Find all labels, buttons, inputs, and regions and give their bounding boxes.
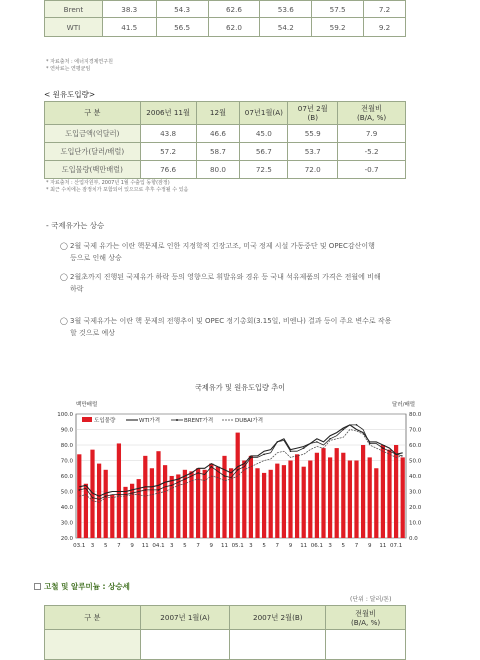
table-cell: 59.2	[312, 18, 364, 37]
bar	[249, 456, 253, 538]
table-cell: -5.2	[338, 143, 406, 161]
table-cell: 54.3	[156, 1, 208, 18]
series-point	[92, 497, 94, 499]
bar	[269, 470, 273, 538]
x-tick-label: 9	[209, 543, 214, 549]
bar	[84, 484, 88, 538]
y-tick-label: 30.0	[60, 520, 73, 527]
series-point	[118, 494, 120, 496]
y-tick-label: 40.0	[60, 505, 73, 511]
series-point	[382, 447, 384, 449]
series-point	[329, 438, 331, 440]
right-axis-unit: 달러/배럴	[392, 402, 416, 408]
oil-import-table	[44, 101, 406, 179]
column-header: 12월	[196, 102, 240, 125]
bar	[275, 464, 279, 538]
bar	[368, 457, 372, 538]
column-header: 2007년 2월(B)	[230, 606, 326, 630]
outlook-item-line: ◯ 2월초까지 진행된 국제유가 하락 등의 영향으로 휘발유와 경유 등 국내 석유제품의 가격은 전월에 비해	[60, 273, 381, 281]
x-tick-label: 5	[103, 543, 108, 549]
table-header-row	[45, 102, 406, 125]
table-cell: 도입물량(백만배럴)	[45, 161, 141, 179]
table-cell: 7.2	[364, 1, 406, 18]
series-point	[79, 489, 81, 491]
column-header: 07년1월(A)	[240, 102, 288, 125]
note-line: * 자료출처 : 산업자원부, 2007년 1월 수출입 동향(잠정)	[46, 180, 170, 186]
series-point	[211, 466, 213, 468]
outlook-heading: - 국제유가는 상승	[46, 221, 105, 230]
column-header: 전월비 (B/A, %)	[326, 606, 406, 630]
note-line: * 연차료는 연평균임	[46, 66, 91, 72]
bar	[196, 468, 200, 538]
steel-unit: (단위 : 달러/톤)	[350, 596, 392, 603]
legend-swatch	[82, 417, 92, 422]
y2-tick-label: 80.0	[409, 412, 422, 418]
table-row	[45, 161, 406, 179]
x-tick-label: 5	[341, 543, 346, 549]
table-row	[45, 143, 406, 161]
series-point	[237, 469, 239, 471]
y2-tick-label: 10.0	[409, 520, 422, 527]
y-tick-label: 80.0	[60, 443, 73, 449]
outlook-item-line: 등으로 인해 상승	[70, 254, 122, 262]
bar	[209, 464, 213, 538]
table1-notes	[46, 59, 113, 73]
x-tick-label: 9	[288, 543, 293, 549]
x-tick-label: 03.1	[73, 543, 86, 549]
series-point	[158, 489, 160, 491]
table-cell: 41.5	[102, 18, 156, 37]
x-tick-label: 7	[117, 543, 121, 549]
bar	[150, 468, 154, 538]
y-tick-label: 20.0	[60, 536, 73, 542]
bar	[361, 445, 365, 538]
table-cell: 57.2	[140, 143, 196, 161]
bar	[163, 465, 167, 538]
y2-tick-label: 0.0	[409, 536, 418, 542]
bar	[282, 465, 286, 538]
x-tick-label: 9	[367, 543, 372, 549]
column-header: 2007년 1월(A)	[140, 606, 230, 630]
series-point	[277, 441, 279, 443]
table-cell: 도입금액(억달러)	[45, 125, 141, 143]
bar	[381, 445, 385, 538]
x-tick-label: 11	[141, 543, 149, 549]
series-point	[290, 450, 292, 452]
legend-label: BRENT가격	[184, 418, 214, 424]
bar	[348, 461, 352, 539]
series-point	[263, 454, 265, 456]
bar	[117, 443, 121, 538]
bar	[335, 448, 339, 538]
table-row	[45, 1, 406, 18]
bar	[156, 451, 160, 538]
bar	[308, 461, 312, 539]
series-point	[131, 492, 133, 494]
table-row	[45, 18, 406, 37]
table-row	[45, 630, 406, 660]
table-header-row	[45, 606, 406, 630]
y2-tick-label: 30.0	[409, 489, 422, 496]
series-point	[356, 424, 358, 426]
table-cell: 80.0	[196, 161, 240, 179]
table-cell: 53.6	[260, 1, 312, 18]
x-tick-label: 5	[183, 543, 187, 549]
oil-import-notes	[46, 180, 188, 194]
table-cell: 55.9	[288, 125, 338, 143]
x-tick-label: 11	[379, 543, 387, 549]
x-tick-label: 7	[354, 543, 359, 549]
x-tick-label: 11	[300, 543, 308, 549]
y-tick-label: 50.0	[60, 489, 73, 496]
x-tick-label: 7	[196, 543, 200, 549]
y-tick-label: 90.0	[60, 427, 73, 434]
outlook-item	[48, 271, 438, 295]
table-cell: 62.0	[208, 18, 260, 37]
bar	[374, 468, 378, 538]
bar	[97, 464, 101, 538]
bar	[104, 470, 108, 538]
bar	[130, 484, 134, 538]
table-cell	[326, 630, 406, 660]
bar	[315, 453, 319, 538]
bar	[302, 467, 306, 538]
note-line: * 최근 수치에는 잠정치가 포함되어 있으므로 추후 수정될 수 있음	[46, 187, 189, 193]
oil-import-heading: < 원유도입량>	[44, 90, 96, 99]
legend-label: DUBAI가격	[235, 418, 264, 424]
series-point	[343, 429, 345, 431]
table-cell: 43.8	[140, 125, 196, 143]
x-tick-label: 11	[221, 543, 228, 549]
bar	[295, 454, 299, 538]
table-cell: 56.7	[240, 143, 288, 161]
x-tick-label: 07.1	[389, 543, 403, 549]
outlook-item	[48, 315, 438, 339]
y2-tick-label: 40.0	[409, 474, 422, 480]
outlook-item-line: 하락	[70, 285, 84, 293]
series-point	[184, 478, 186, 480]
price-table	[44, 0, 406, 37]
table-cell: 76.6	[140, 161, 196, 179]
table-cell: WTI	[45, 18, 103, 37]
bar	[321, 448, 325, 538]
outlook-item-line: ◯ 2월 국제 유가는 이란 핵문제로 인한 지정학적 긴장고조, 미국 정제 시설 가동중단 및 OPEC감산이행	[60, 242, 375, 250]
bar	[242, 461, 246, 539]
table-row	[45, 125, 406, 143]
legend-label: WTI가격	[139, 418, 161, 424]
bar	[255, 468, 259, 538]
table-cell: 72.0	[288, 161, 338, 179]
table-cell: 도입단가(달러/배럴)	[45, 143, 141, 161]
y-tick-label: 60.0	[60, 474, 73, 480]
bar	[394, 445, 398, 538]
table-cell: 53.7	[288, 143, 338, 161]
y2-tick-label: 60.0	[409, 443, 422, 449]
table-cell: 56.5	[156, 18, 208, 37]
series-point	[224, 475, 226, 477]
x-tick-label: 3	[90, 543, 95, 549]
table-cell: 57.5	[312, 1, 364, 18]
table-cell: -0.7	[338, 161, 406, 179]
series-point	[145, 489, 147, 491]
chart-title: 국제유가 및 원유도입량 추이	[194, 383, 286, 392]
oil-price-import-chart	[40, 394, 450, 554]
x-tick-label: 9	[130, 543, 134, 549]
bar	[222, 456, 226, 538]
y2-tick-label: 50.0	[409, 458, 422, 465]
table-cell: 45.0	[240, 125, 288, 143]
column-header: 07년 2월 (B)	[288, 102, 338, 125]
legend-swatch	[176, 419, 178, 421]
bar	[236, 433, 240, 538]
x-tick-label: 3	[328, 543, 332, 549]
bar	[288, 461, 292, 539]
bar	[341, 453, 345, 538]
bar	[328, 457, 332, 538]
series-point	[105, 495, 107, 497]
left-axis-unit: 백만배럴	[76, 402, 98, 408]
bar	[143, 456, 147, 538]
table-cell: 38.3	[102, 1, 156, 18]
y2-tick-label: 70.0	[409, 427, 422, 434]
x-tick-label: 3	[169, 543, 174, 549]
column-header: 구 분	[45, 102, 141, 125]
table-cell	[230, 630, 326, 660]
outlook-item-line: ◯ 3월 국제유가는 이란 핵 문제의 전행추이 및 OPEC 정기총회(3.15일, 비엔나) 결과 등이 주요 변수로 작용	[60, 317, 392, 325]
bar	[354, 461, 358, 539]
series-point	[316, 441, 318, 443]
note-line: * 자료출처 : 에너지경제연구원	[46, 59, 113, 65]
bar	[401, 457, 405, 538]
y-tick-label: 70.0	[60, 458, 73, 465]
outlook-item-line: 할 것으로 예상	[70, 329, 116, 337]
x-tick-label: 3	[249, 543, 253, 549]
table-cell: 62.6	[208, 1, 260, 18]
series-point	[250, 457, 252, 459]
section-bullet-icon	[34, 583, 41, 590]
series-point	[395, 454, 397, 456]
y2-tick-label: 20.0	[409, 505, 422, 511]
table-cell: 72.5	[240, 161, 288, 179]
column-header: 2006년 11월	[140, 102, 196, 125]
bar	[262, 473, 266, 538]
series-point	[197, 472, 199, 474]
table-cell	[45, 630, 141, 660]
x-tick-label: 04.1	[152, 543, 165, 549]
table-cell: 54.2	[260, 18, 312, 37]
bar	[203, 470, 207, 538]
column-header: 전월비 (B/A, %)	[338, 102, 406, 125]
x-tick-label: 5	[262, 543, 266, 549]
x-tick-label: 7	[275, 543, 280, 549]
column-header: 구 분	[45, 606, 141, 630]
series-point	[303, 447, 305, 449]
steel-table	[44, 605, 406, 660]
y-tick-label: 100.0	[57, 412, 73, 418]
bar	[110, 495, 114, 538]
outlook-item	[48, 240, 438, 264]
legend-label: 도입물량	[94, 418, 116, 424]
table-cell: 9.2	[364, 18, 406, 37]
table-cell: 46.6	[196, 125, 240, 143]
series-point	[171, 485, 173, 487]
x-tick-label: 06.1	[310, 543, 324, 549]
table-cell	[140, 630, 230, 660]
bar	[176, 474, 180, 538]
table-cell: 7.9	[338, 125, 406, 143]
table-cell: Brent	[45, 1, 103, 18]
x-tick-label: 05.1	[231, 543, 244, 549]
steel-heading: 고철 및 알루미늄 : 상승세	[44, 582, 130, 591]
table-cell: 58.7	[196, 143, 240, 161]
bar	[387, 450, 391, 538]
